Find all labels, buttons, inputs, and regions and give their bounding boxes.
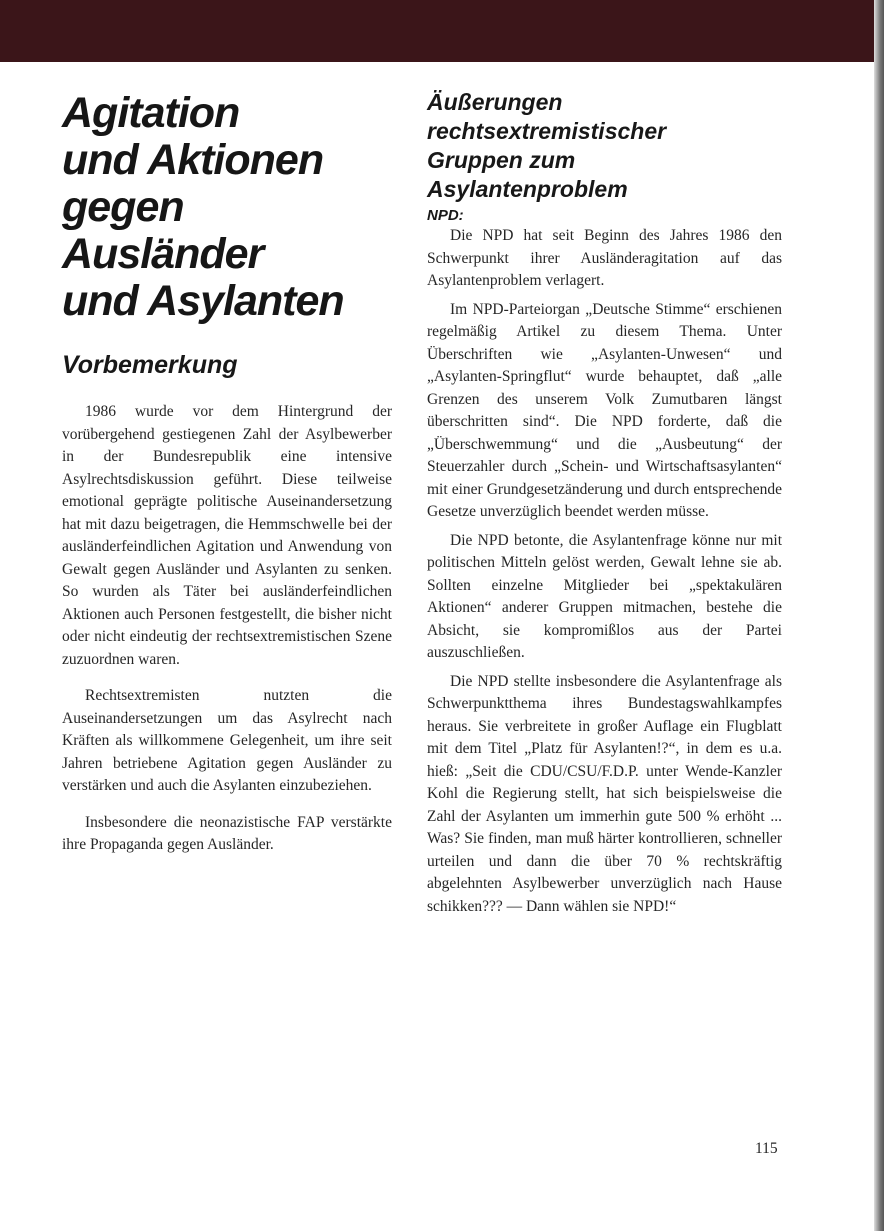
page-edge-shadow xyxy=(874,0,884,1231)
section-subheading: Vorbemerkung xyxy=(62,351,238,379)
chapter-title-line: Agitation xyxy=(62,89,240,137)
section-title-line: Asylantenproblem xyxy=(427,176,628,202)
header-bar xyxy=(0,0,876,62)
chapter-title-line: Ausländer xyxy=(62,230,264,278)
body-paragraph: Die NPD betonte, die Asylantenfrage könne nur mit politischen Mitteln gelöst werden, Gewalt lehne sie ab. Sollten einzelne Mitglieder bei „spektakulären Aktionen“ anderer Gruppen mitmachen, bestehe die Absicht, sie kompromißlos aus der Partei auszuschließen. xyxy=(427,531,782,661)
section-title xyxy=(427,88,782,204)
body-paragraph: Im NPD-Parteiorgan „Deutsche Stimme“ erschienen regelmäßig Artikel zu diesem Thema. Unter Überschriften wie „Asylanten-Unwesen“ und „Asylanten-Springflut“ wurde behauptet, daß „alle Grenzen des unserem Volk Zumutbaren längst überschritten sind“. Die NPD forderte, daß die „Überschwemmung“ und die „Ausbeutung“ der Steuerzahler durch „Schein- und Wirtschaftsasylanten“ mit einer Grundgesetzänderung und durch entsprechende Gesetze unverzüglich beendet werden müsse. xyxy=(427,300,782,520)
section-title-line: rechtsextremistischer xyxy=(427,118,667,144)
body-paragraph: Die NPD stellte insbesondere die Asylantenfrage als Schwerpunktthema ihres Bundestagswahlkampfes heraus. Sie verbreitete in großer Auflage ein Flugblatt mit dem Titel „Platz für Asylanten!?“, in dem es u.a. hieß: „Seit die CDU/CSU/F.D.P. unter Wende-Kanzler Kohl die Regierung stellt, hat sich beispielsweise die Zahl der Asylanten um immerhin gute 500 % erhöht ... Was? Sie finden, man muß härter kontrollieren, schneller urteilen und dann die über 70 % rechtskräftig abgelehnten Asylbewerber unverzüglich nach Hause schikken??? — Dann wählen sie NPD!“ xyxy=(427,672,782,915)
left-column xyxy=(62,90,392,857)
section-title-line: Gruppen zum xyxy=(427,147,576,173)
body-paragraph: Insbesondere die neonazistische FAP verstärkte ihre Propaganda gegen Ausländer. xyxy=(62,813,392,853)
chapter-title-line: gegen xyxy=(62,183,184,231)
body-paragraph: Rechtsextremisten nutzten die Auseinandersetzungen um das Asylrecht nach Kräften als willkommene Gelegenheit, um ihre seit Jahren betriebene Agitation gegen Ausländer zu verstärken und auch die Asylanten einzubeziehen. xyxy=(62,687,392,794)
chapter-title-line: und Asylanten xyxy=(62,277,344,325)
chapter-title xyxy=(62,90,392,325)
chapter-title-line: und Aktionen xyxy=(62,136,324,184)
page-number: 115 xyxy=(755,1140,778,1157)
body-paragraph: Die NPD hat seit Beginn des Jahres 1986 den Schwerpunkt ihrer Ausländeragitation auf das Asylantenproblem verlagert. xyxy=(427,227,782,289)
right-column xyxy=(427,88,782,918)
section-title-line: Äußerungen xyxy=(427,89,563,115)
body-paragraph: 1986 wurde vor dem Hintergrund der vorübergehend gestiegenen Zahl der Asylbewerber in der Bundesrepublik eine intensive Asylrechtsdiskussion geführt. Diese teilweise emotional geprägte politische Auseinandersetzung hat mit dazu beigetragen, die Hemmschwelle bei der ausländerfeindlichen Agitation und Anwendung von Gewalt gegen Ausländer und Asylanten zu senken. So wurden als Täter bei ausländerfeindlichen Aktionen auch Personen festgestellt, die bisher nicht oder nicht eindeutig der rechtsextremistischen Szene zuzuordnen waren. xyxy=(62,403,392,668)
npd-label: NPD: xyxy=(427,207,464,224)
